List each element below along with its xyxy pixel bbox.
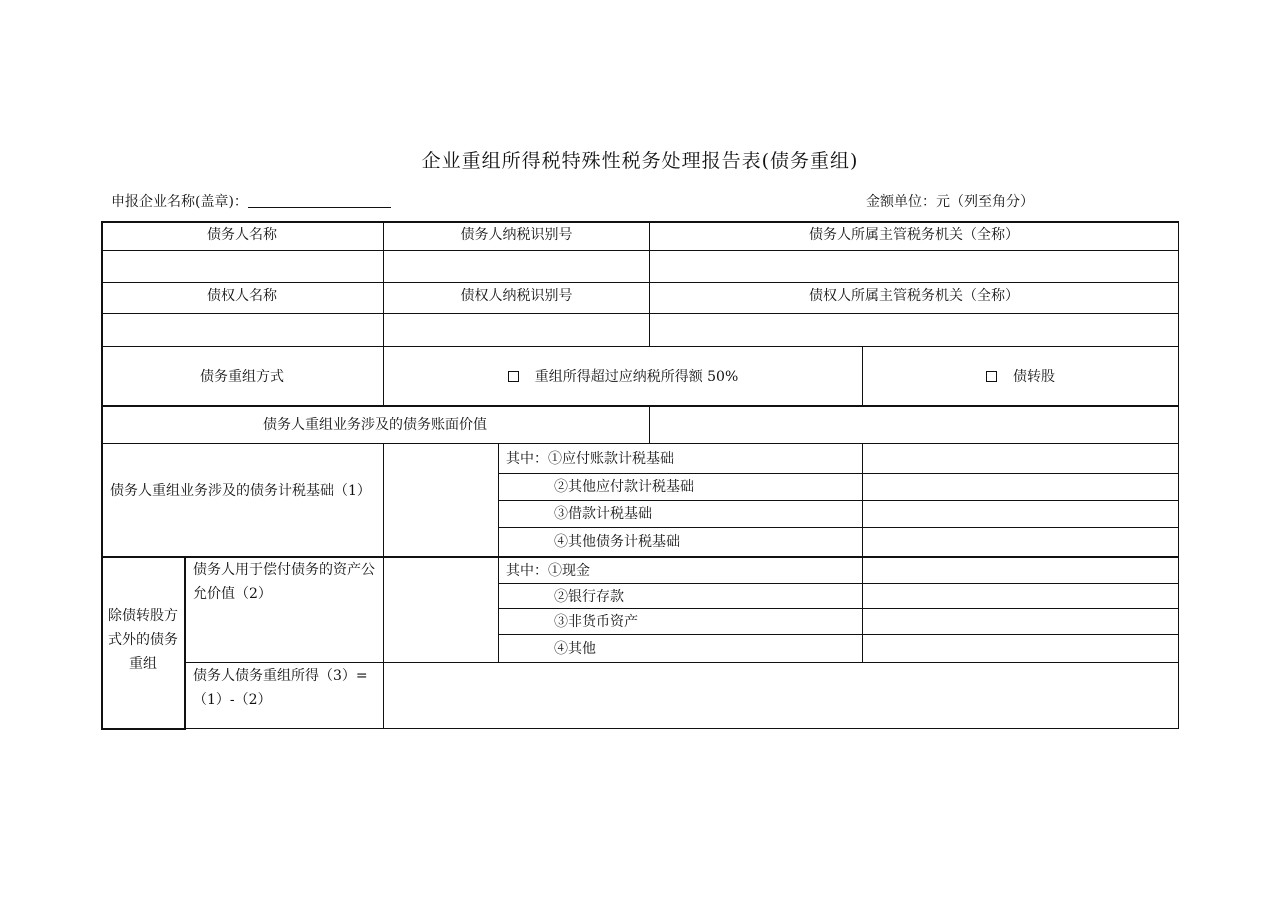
book-value-label: 债务人重组业务涉及的债务账面价值 [263, 417, 487, 433]
row-line [498, 527, 1179, 528]
row-line [101, 282, 1179, 283]
row-line [498, 473, 1179, 474]
creditor-tax-id-input[interactable] [384, 314, 649, 346]
checkbox-icon[interactable] [986, 371, 997, 382]
table-border-right [1178, 221, 1179, 729]
creditor-name-input[interactable] [103, 314, 383, 346]
creditor-tax-authority-header: 债权人所属主管税务机关（全称） [809, 288, 1019, 304]
fair-value-total-input[interactable] [384, 557, 498, 662]
tax-basis-label: 债务人重组业务涉及的债务计税基础（1） [110, 483, 371, 499]
row-line [498, 500, 1179, 501]
applicant-blank-line[interactable] [248, 192, 391, 208]
applicant-field [111, 192, 391, 212]
table-border-bottom [185, 728, 1179, 729]
page-title: 企业重组所得税特殊性税务处理报告表(债务重组) [421, 150, 859, 172]
amount-unit-label: 金额单位：元（列至角分） [866, 194, 1034, 210]
fair-value-item: 其中：①现金 [506, 563, 590, 579]
report-table [101, 221, 1179, 730]
debtor-tax-id-input[interactable] [384, 251, 649, 282]
tax-basis-total-input[interactable] [384, 444, 498, 556]
option-income-exceeds[interactable] [384, 365, 862, 389]
debtor-tax-id-header: 债务人纳税识别号 [460, 227, 573, 243]
tax-basis-item: ④其他债务计税基础 [554, 534, 680, 550]
row-line [498, 634, 1179, 635]
tax-basis-item: ②其他应付款计税基础 [554, 479, 694, 495]
debtor-tax-authority-input[interactable] [650, 251, 1178, 282]
creditor-tax-id-header: 债权人纳税识别号 [460, 288, 573, 304]
restructuring-income-input[interactable] [384, 663, 1178, 728]
checkbox-icon[interactable] [508, 371, 519, 382]
fair-value-item: ④其他 [554, 641, 596, 657]
debtor-name-header: 债务人名称 [207, 227, 277, 243]
row-line [498, 583, 1179, 584]
row-line [101, 346, 1179, 347]
creditor-tax-authority-input[interactable] [650, 314, 1178, 346]
col-line [184, 556, 186, 730]
col-line [862, 443, 863, 662]
applicant-label: 申报企业名称(盖章)： [111, 194, 248, 210]
table-border-bottom-left [101, 728, 185, 730]
debtor-name-input[interactable] [103, 251, 383, 282]
tax-basis-item: ③借款计税基础 [554, 506, 652, 522]
non-equity-restructuring-label: 除债转股方式外的债务重组 [108, 608, 178, 672]
fair-value-item: ③非货币资产 [554, 614, 638, 630]
row-line [101, 443, 1179, 444]
fair-value-item: ②银行存款 [554, 589, 624, 605]
book-value-input[interactable] [650, 407, 1178, 443]
tax-basis-item: 其中：①应付账款计税基础 [506, 451, 674, 467]
creditor-name-header: 债权人名称 [207, 288, 277, 304]
option-debt-to-equity-label: 债转股 [1013, 369, 1055, 385]
debtor-tax-authority-header: 债务人所属主管税务机关（全称） [809, 227, 1019, 243]
fair-value-label: 债务人用于偿付债务的资产公允价值（2） [193, 562, 375, 602]
restructuring-income-label: 债务人债务重组所得（3）=（1）-（2） [193, 668, 368, 708]
col-line [498, 443, 499, 662]
restructuring-method-label: 债务重组方式 [200, 369, 284, 385]
option-income-exceeds-label: 重组所得超过应纳税所得额 50% [534, 369, 739, 385]
option-debt-to-equity[interactable] [863, 365, 1178, 389]
